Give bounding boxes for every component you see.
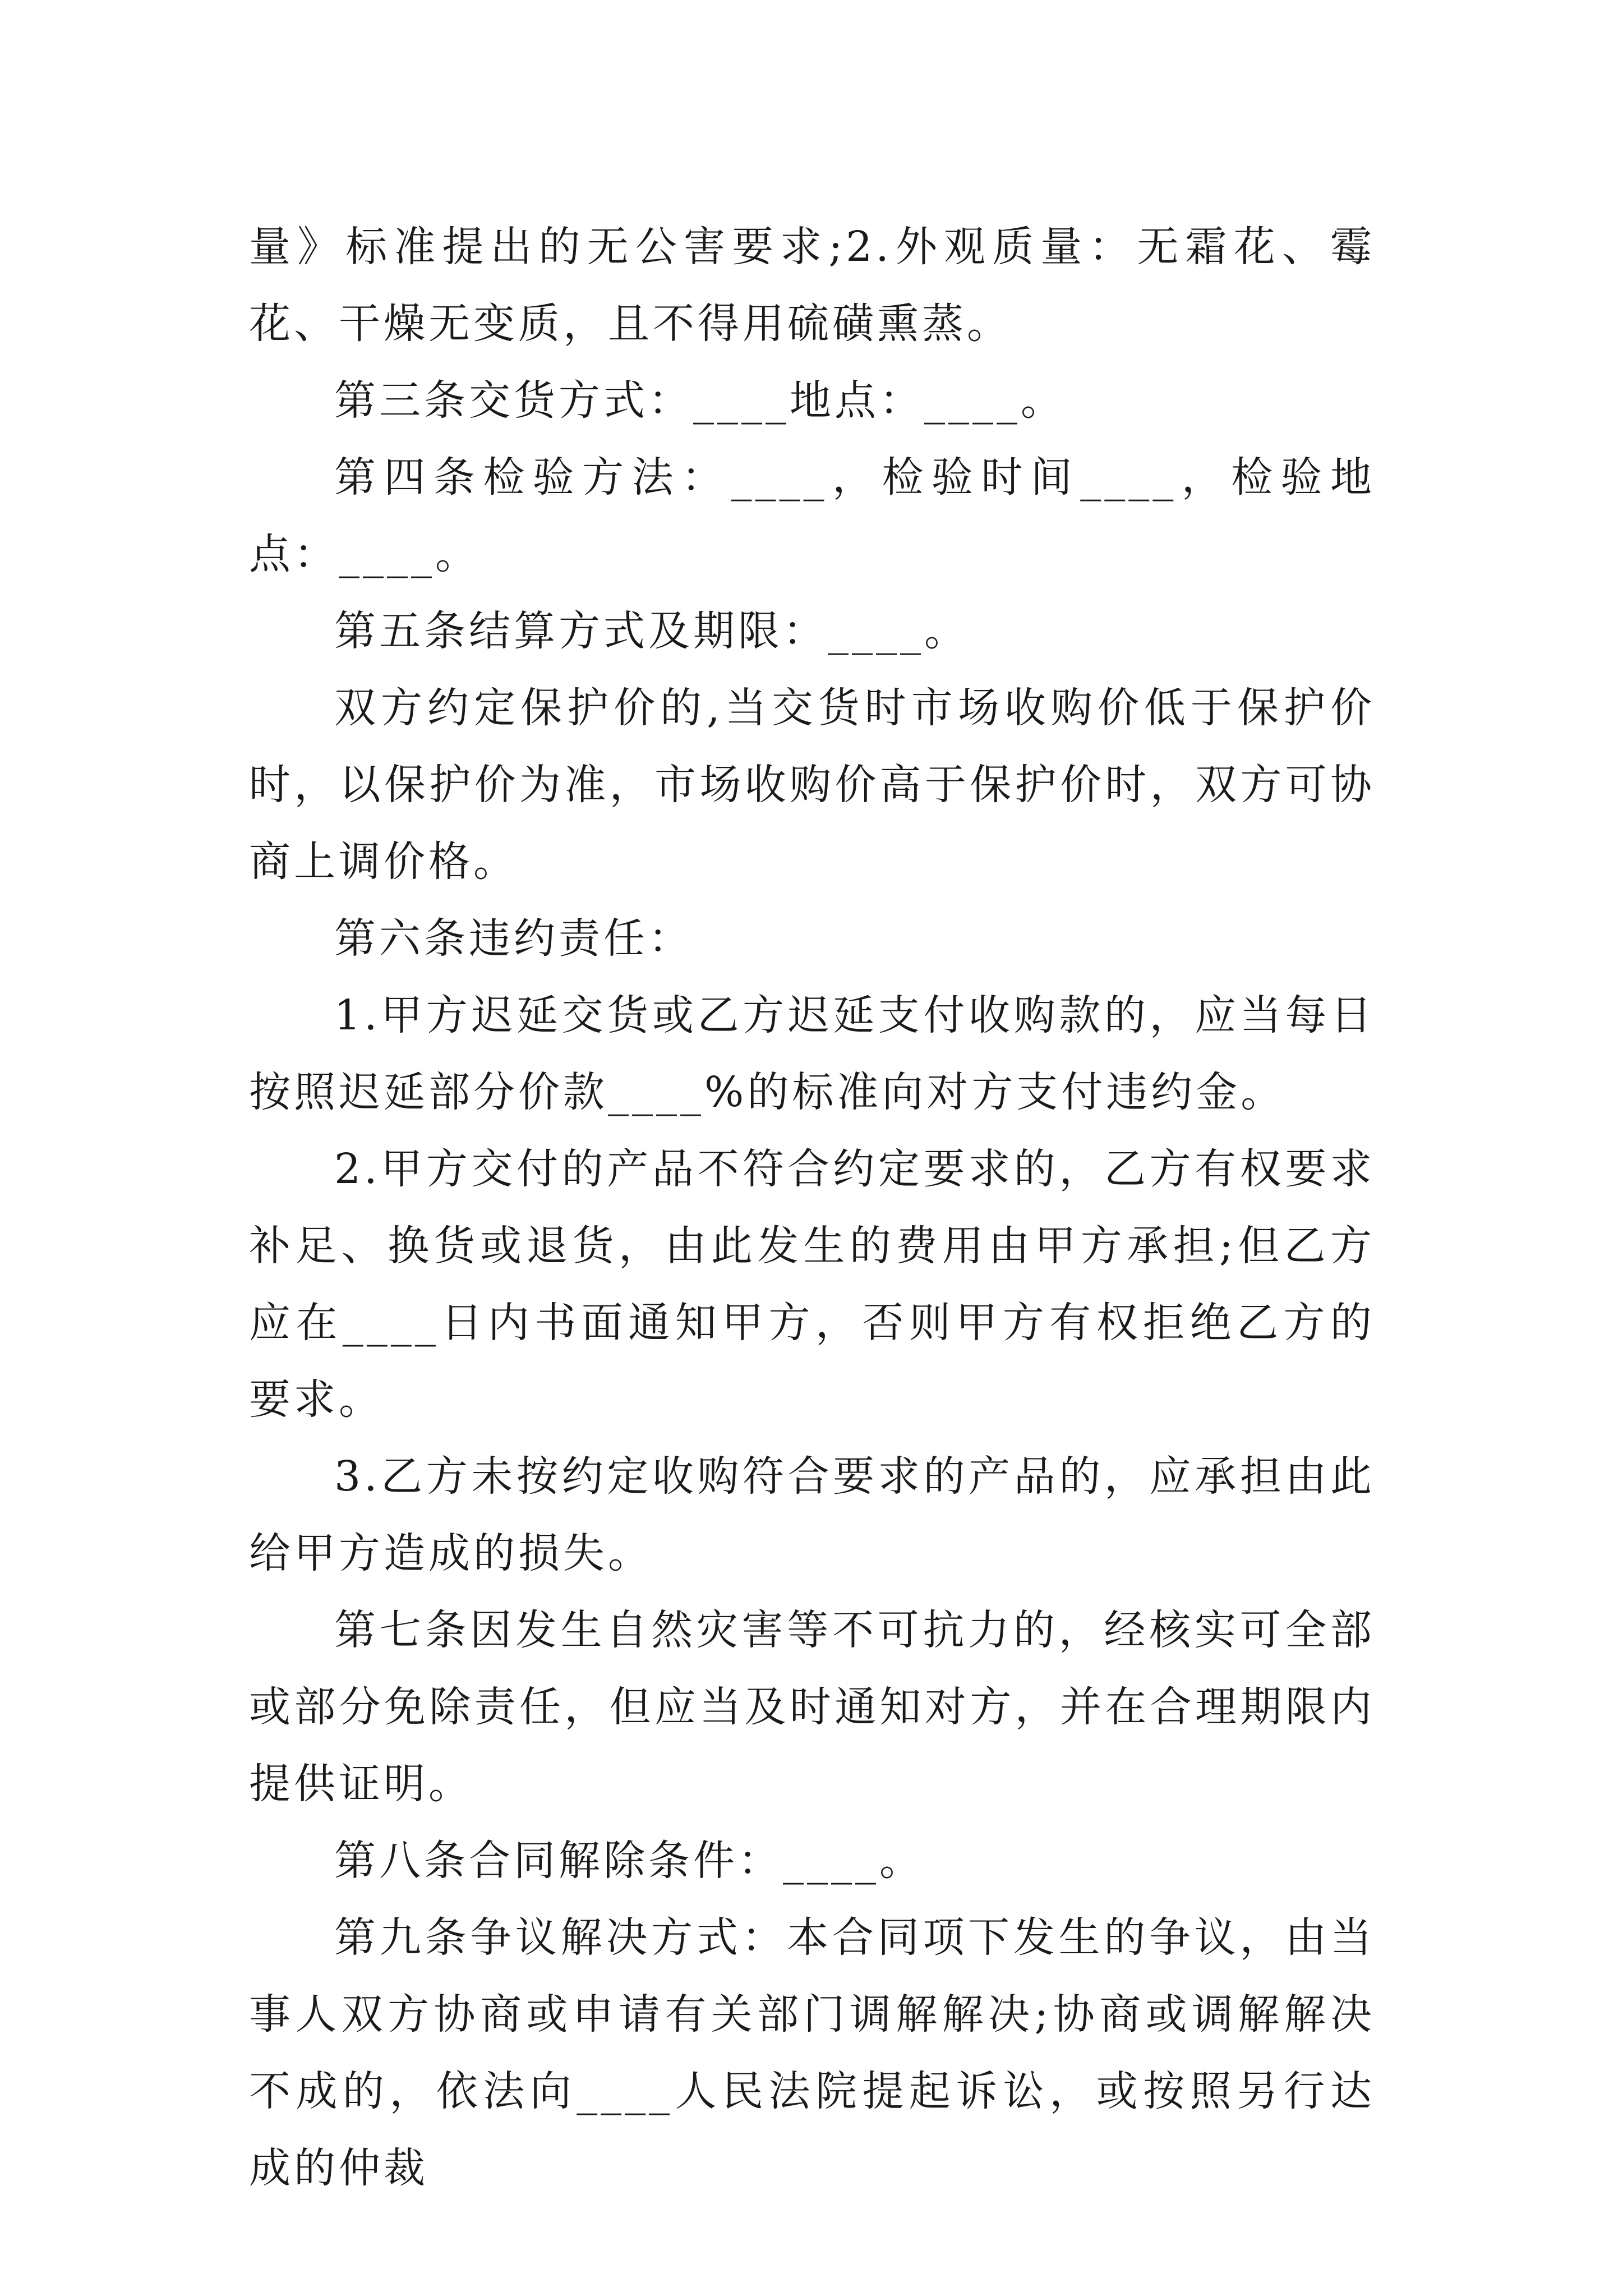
contract-body xyxy=(249,209,1375,2207)
paragraph-protection-price: 双方约定保护价的,当交货时市场收购价低于保护价时，以保护价为准，市场收购价高于保护价时，双方可协商上调价格。 xyxy=(249,684,1375,886)
paragraph-article-6-liability: 第六条违约责任： xyxy=(334,914,693,963)
paragraph-liability-item-3: 3.乙方未按约定收购符合要求的产品的，应承担由此给甲方造成的损失。 xyxy=(249,1452,1375,1577)
paragraph-liability-item-1: 1.甲方迟延交货或乙方迟延支付收购款的，应当每日按照迟延部分价款____%的标准向对方支付违约金。 xyxy=(249,991,1375,1116)
paragraph-quality-continued: 量》标准提出的无公害要求;2.外观质量：无霜花、霉花、干燥无变质，且不得用硫磺熏蒸。 xyxy=(249,223,1375,348)
paragraph-article-7-force-majeure: 第七条因发生自然灾害等不可抗力的，经核实可全部或部分免除责任，但应当及时通知对方，并在合理期限内提供证明。 xyxy=(249,1606,1375,1808)
paragraph-article-5-settlement: 第五条结算方式及期限：____。 xyxy=(334,607,969,655)
paragraph-article-3-delivery: 第三条交货方式：____地点：____。 xyxy=(334,376,1066,425)
paragraph-article-4-inspection: 第四条检验方法：____，检验时间____，检验地点：____。 xyxy=(249,453,1375,578)
paragraph-liability-item-2: 2.甲方交付的产品不符合约定要求的，乙方有权要求补足、换货或退货，由此发生的费用由甲方承担;但乙方应在____日内书面通知甲方，否则甲方有权拒绝乙方的要求。 xyxy=(249,1145,1375,1424)
paragraph-article-8-termination: 第八条合同解除条件：____。 xyxy=(334,1837,924,1885)
paragraph-article-9-dispute: 第九条争议解决方式：本合同项下发生的争议，由当事人双方协商或申请有关部门调解解决;协商或调解解决不成的，依法向____人民法院提起诉讼，或按照另行达成的仲裁 xyxy=(249,1913,1375,2192)
